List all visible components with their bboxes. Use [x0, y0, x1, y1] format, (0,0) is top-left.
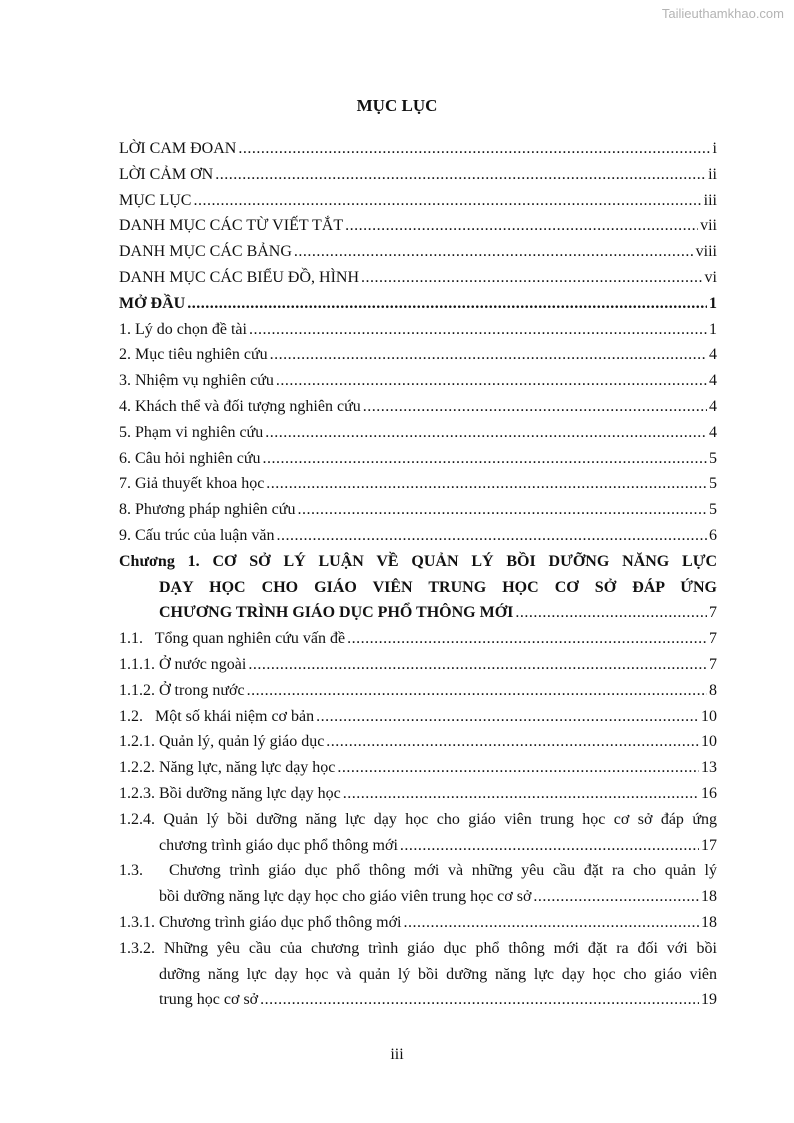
toc-entry-intro-6[interactable]: [119, 446, 717, 472]
toc-entry-title-line-2: [119, 833, 717, 859]
toc-entry-page: 16: [701, 784, 717, 802]
table-of-contents: [119, 136, 717, 1013]
toc-entry-intro-7[interactable]: [119, 471, 717, 497]
toc-entry-title-line-2: [119, 884, 717, 910]
toc-entry-title: 1.1.1. Ở nước ngoài: [119, 655, 247, 673]
dot-leader: [363, 394, 707, 420]
dot-leader: [276, 368, 707, 394]
toc-entry-title: trung học cơ sở: [159, 991, 259, 1009]
dot-leader: [316, 704, 699, 730]
toc-entry-page: 17: [701, 836, 717, 854]
toc-entry-title: 1.3.1. Chương trình giáo dục phổ thông mới: [119, 913, 402, 931]
dot-leader: [345, 213, 698, 239]
dot-leader: [403, 910, 699, 936]
toc-entry-1-3-2[interactable]: [119, 936, 717, 1013]
toc-entry-1-1[interactable]: [119, 626, 717, 652]
dot-leader: [248, 652, 707, 678]
toc-entry-title: 3. Nhiệm vụ nghiên cứu: [119, 372, 274, 390]
toc-entry-page: 1: [709, 320, 717, 338]
dot-leader: [187, 291, 707, 317]
toc-entry-1-2-2[interactable]: [119, 755, 717, 781]
toc-entry-title: MỤC LỤC: [119, 191, 192, 209]
dot-leader: [294, 239, 694, 265]
toc-entry-page: 5: [709, 501, 717, 519]
page-title: MỤC LỤC: [356, 96, 438, 115]
toc-entry-title: 1.1. Tổng quan nghiên cứu vấn đề: [119, 630, 346, 648]
toc-entry-page: 4: [709, 346, 717, 364]
toc-entry-page: i: [712, 140, 717, 157]
toc-entry-page: vi: [704, 268, 717, 286]
toc-entry-title: LỜI CẢM ƠN: [119, 165, 214, 183]
toc-entry-page: 4: [709, 372, 717, 390]
toc-entry-tables[interactable]: [119, 239, 717, 265]
toc-entry-1-2-1[interactable]: [119, 729, 717, 755]
toc-entry-title: 7. Giả thuyết khoa học: [119, 475, 265, 493]
toc-entry-page: 18: [701, 913, 717, 931]
dot-leader: [193, 188, 701, 214]
toc-entry-title-line-1: 1.2.4. Quản lý bồi dưỡng năng lực dạy học cho giáo viên trung học cơ sở đáp ứng: [119, 810, 717, 828]
dot-leader: [361, 265, 703, 291]
toc-entry-title: 4. Khách thể và đối tượng nghiên cứu: [119, 397, 361, 415]
toc-entry-title: DANH MỤC CÁC BẢNG: [119, 243, 292, 261]
dot-leader: [260, 987, 699, 1013]
toc-entry-title: DANH MỤC CÁC BIỂU ĐỒ, HÌNH: [119, 268, 359, 286]
toc-entry-title: DANH MỤC CÁC TỪ VIẾT TẮT: [119, 217, 344, 235]
chapter-title-line-1: Chương 1. CƠ SỞ LÝ LUẬN VỀ QUẢN LÝ BỒI DƯỠNG NĂNG LỰC: [119, 552, 717, 570]
toc-entry-title: 1.2.3. Bồi dưỡng năng lực dạy học: [119, 784, 341, 802]
dot-leader: [247, 678, 707, 704]
toc-entry-title: 1.2.1. Quản lý, quản lý giáo dục: [119, 733, 325, 751]
toc-entry-page: 5: [709, 449, 717, 467]
toc-entry-mo-dau[interactable]: [119, 291, 717, 317]
dot-leader: [326, 729, 699, 755]
toc-entry-intro-3[interactable]: [119, 368, 717, 394]
toc-entry-title: 2. Mục tiêu nghiên cứu: [119, 346, 268, 364]
toc-entry-figures[interactable]: [119, 265, 717, 291]
toc-entry-title: MỞ ĐẦU: [119, 294, 186, 312]
toc-entry-page: 5: [709, 475, 717, 493]
toc-entry-title: 1.1.2. Ở trong nước: [119, 681, 245, 699]
toc-entry-title: 8. Phương pháp nghiên cứu: [119, 501, 296, 519]
dot-leader: [347, 626, 707, 652]
toc-entry-title: 9. Cấu trúc của luận văn: [119, 526, 275, 544]
toc-entry-page: 8: [709, 681, 717, 699]
dot-leader: [215, 162, 706, 188]
toc-entry-page: 1: [709, 294, 717, 312]
toc-entry-intro-1[interactable]: [119, 317, 717, 343]
toc-entry-title: 6. Câu hỏi nghiên cứu: [119, 449, 261, 467]
dot-leader: [343, 781, 699, 807]
toc-entry-page: ii: [708, 165, 717, 183]
toc-entry-intro-9[interactable]: [119, 523, 717, 549]
toc-entry-1-3-1[interactable]: [119, 910, 717, 936]
toc-entry-page: viii: [695, 243, 717, 261]
toc-entry-title: 1. Lý do chọn đề tài: [119, 320, 247, 338]
toc-entry-1-2-4[interactable]: [119, 807, 717, 859]
toc-entry-page: 10: [701, 707, 717, 725]
toc-entry-title: LỜI CAM ĐOAN: [119, 140, 237, 157]
dot-leader: [263, 446, 707, 472]
toc-entry-page: 4: [709, 397, 717, 415]
page-number: iii: [390, 1046, 404, 1063]
dot-leader: [515, 600, 707, 626]
toc-entry-loi-cam-on[interactable]: [119, 162, 717, 188]
toc-entry-title: 5. Phạm vi nghiên cứu: [119, 423, 264, 441]
toc-entry-page: 18: [701, 888, 717, 906]
toc-entry-page: 10: [701, 733, 717, 751]
toc-entry-page: 6: [709, 526, 717, 544]
toc-entry-title-line-2: dưỡng năng lực dạy học và quản lý bồi dưỡng năng lực dạy học cho giáo viên: [159, 965, 717, 983]
dot-leader: [337, 755, 699, 781]
chapter-title-line-2: DẠY HỌC CHO GIÁO VIÊN TRUNG HỌC CƠ SỞ ĐÁP ỨNG: [159, 578, 717, 596]
toc-entry-title: CHƯƠNG TRÌNH GIÁO DỤC PHỔ THÔNG MỚI: [159, 604, 514, 622]
toc-entry-page: 7: [709, 655, 717, 673]
toc-entry-page: 7: [709, 630, 717, 648]
toc-entry-1-1-2[interactable]: [119, 678, 717, 704]
watermark: Tailieuthamkhao.com: [661, 6, 784, 21]
toc-entry-page: vii: [700, 217, 717, 235]
toc-entry-title: chương trình giáo dục phổ thông mới: [159, 836, 398, 854]
dot-leader: [266, 471, 707, 497]
toc-entry-intro-5[interactable]: [119, 420, 717, 446]
toc-entry-page: 19: [701, 991, 717, 1009]
toc-entry-1-2-3[interactable]: [119, 781, 717, 807]
toc-entry-title: bồi dưỡng năng lực dạy học cho giáo viên trung học cơ sở: [159, 888, 532, 906]
toc-entry-page: 4: [709, 423, 717, 441]
toc-entry-title: 1.2. Một số khái niệm cơ bản: [119, 707, 315, 725]
dot-leader: [238, 136, 710, 162]
toc-chapter-1[interactable]: [119, 549, 717, 626]
dot-leader: [270, 342, 707, 368]
toc-entry-1-1-1[interactable]: [119, 652, 717, 678]
toc-entry-title-line-3: [119, 987, 717, 1013]
toc-entry-abbreviations[interactable]: [119, 213, 717, 239]
toc-entry-intro-8[interactable]: [119, 497, 717, 523]
toc-entry-page: 7: [709, 604, 717, 622]
toc-entry-title: 1.2.2. Năng lực, năng lực dạy học: [119, 759, 336, 777]
dot-leader: [265, 420, 707, 446]
toc-entry-page: 13: [701, 759, 717, 777]
toc-entry-intro-4[interactable]: [119, 394, 717, 420]
dot-leader: [400, 833, 699, 859]
toc-entry-intro-2[interactable]: [119, 342, 717, 368]
toc-entry-title-line-1: 1.3.2. Những yêu cầu của chương trình giáo dục phổ thông mới đặt ra đối với bồi: [119, 939, 717, 957]
toc-entry-title-line-1: 1.3. Chương trình giáo dục phổ thông mới và những yêu cầu đặt ra cho quản lý: [119, 862, 717, 880]
dot-leader: [533, 884, 699, 910]
toc-entry-1-3[interactable]: [119, 858, 717, 910]
toc-entry-page: iii: [703, 191, 717, 209]
dot-leader: [249, 317, 707, 343]
toc-entry-loi-cam-doan[interactable]: [119, 136, 717, 162]
toc-entry-muc-luc[interactable]: [119, 188, 717, 214]
dot-leader: [297, 497, 707, 523]
chapter-title-line-3: [119, 600, 717, 626]
dot-leader: [277, 523, 708, 549]
toc-entry-1-2[interactable]: [119, 704, 717, 730]
